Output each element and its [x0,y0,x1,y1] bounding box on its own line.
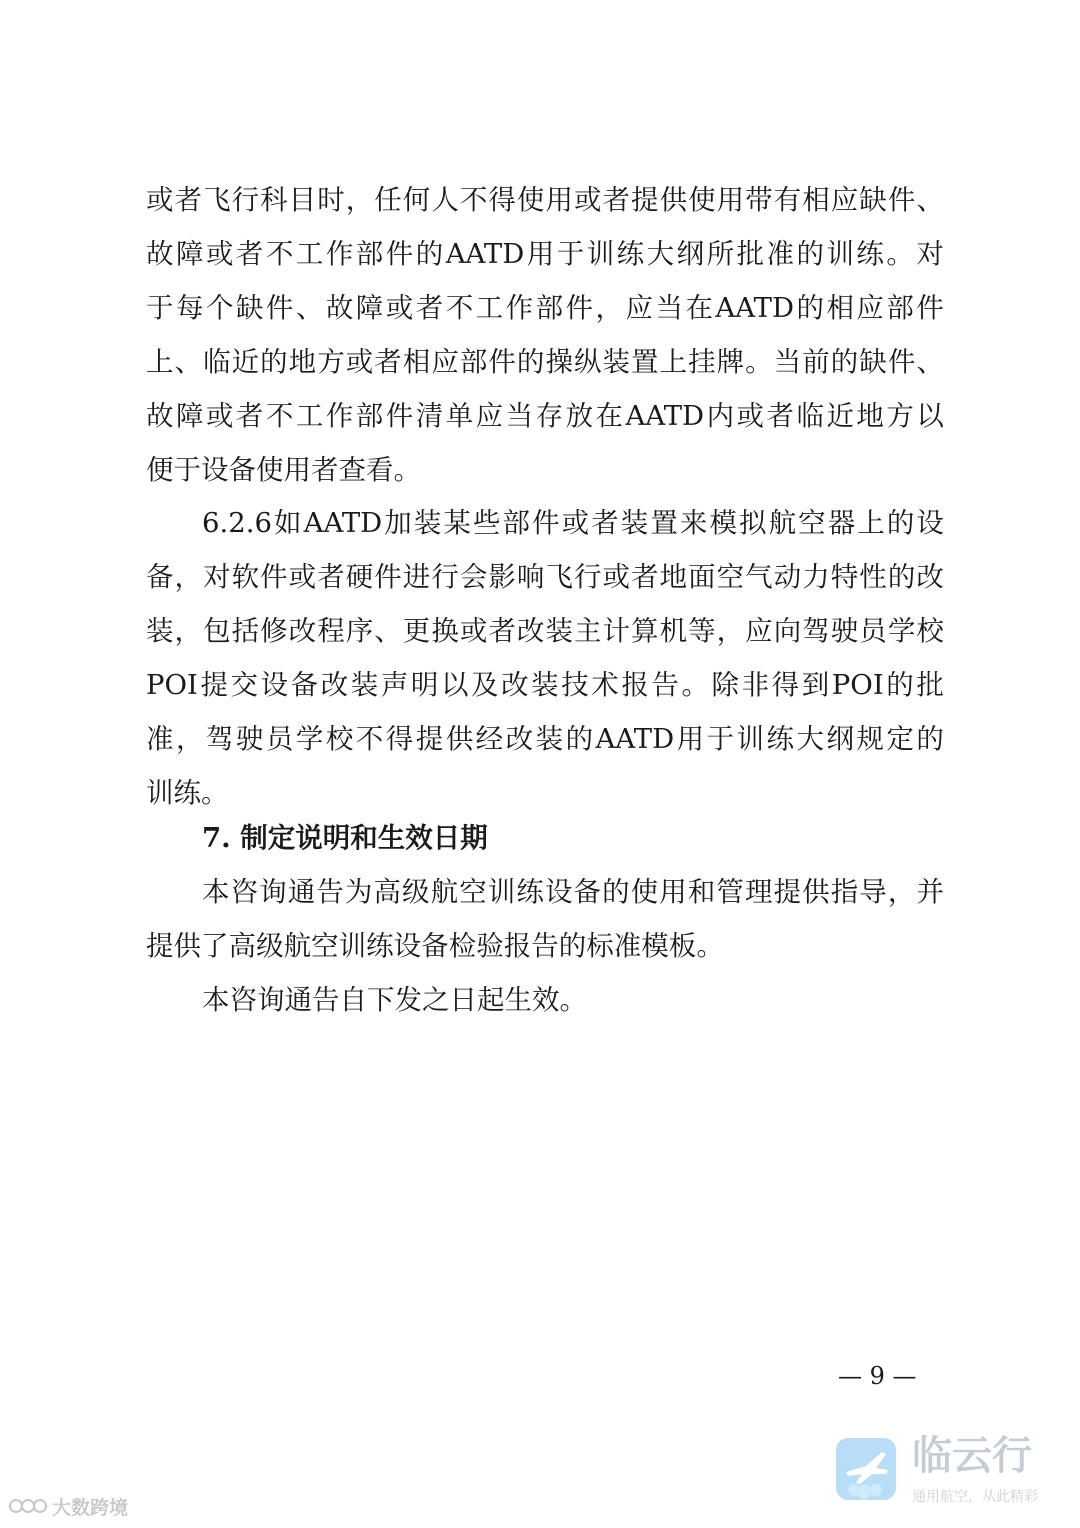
paragraph-line: 训 练 。 [146,777,229,809]
paragraph-line: 本 咨 询 通 告 为 高 级 航 空 训 练 设 备 的 使 用 和 管 理 提 供 指 导 ， 并 [202,876,944,908]
paragraph-line: POI 提 交 设 备 改 装 声 明 以 及 改 装 技 术 报 告 。 除 非 得 到 POI 的 批 [146,669,944,701]
watermark-logo-icon [8,1495,48,1517]
page-number: — 9 — [838,1362,917,1390]
watermark-left-text: 大数跨境 [52,1496,129,1519]
paragraph-line: 6.2.6 如 AATD 加 装 某 些 部 件 或 者 装 置 来 模 拟 航 空 器 上 的 设 [202,507,944,539]
paragraph-line: 或 者 飞 行 科 目 时 ， 任 何 人 不 得 使 用 或 者 提 供 使 用 带 有 相 应 缺 件 、 [146,184,944,216]
paragraph-line: 本 咨 询 通 告 自 下 发 之 日 起 生 效 。 [202,984,587,1016]
paragraph-line: 于 每 个 缺 件 、 故 障 或 者 不 工 作 部 件 ， 应 当 在 AATD 的 相 应 部 件 [146,292,944,324]
paragraph-line: 装 ， 包 括 修 改 程 序 、 更 换 或 者 改 装 主 计 算 机 等 ， 应 向 驾 驶 员 学 校 [146,615,944,647]
paragraph-line: 上 、 临 近 的 地 方 或 者 相 应 部 件 的 操 纵 装 置 上 挂 牌 。 当 前 的 缺 件 、 [146,346,944,378]
watermark-slogan: 通用航空，从此精彩 [912,1489,1038,1505]
watermark-right [836,1430,1066,1522]
plane-icon [836,1438,896,1500]
paragraph-line: 故 障 或 者 不 工 作 部 件 的 AATD 用 于 训 练 大 纲 所 批 准 的 训 练 。 对 [146,238,944,270]
paragraph-line: 准 ， 驾 驶 员 学 校 不 得 提 供 经 改 装 的 AATD 用 于 训 练 大 纲 规 定 的 [146,723,944,755]
paragraph-line: 备 ， 对 软 件 或 者 硬 件 进 行 会 影 响 飞 行 或 者 地 面 空 气 动 力 特 性 的 改 [146,561,944,593]
section-heading: 7. 制定说明和生效日期 [202,822,488,854]
paragraph-line: 提 供 了 高 级 航 空 训 练 设 备 检 验 报 告 的 标 准 模 板 。 [146,930,724,962]
watermark-brand: 临云行 [912,1433,1032,1479]
paragraph-line: 便 于 设 备 使 用 者 查 看 。 [146,454,421,486]
watermark-left [8,1490,128,1522]
paragraph-line: 故 障 或 者 不 工 作 部 件 清 单 应 当 存 放 在 AATD 内 或 者 临 近 地 方 以 [146,400,944,432]
